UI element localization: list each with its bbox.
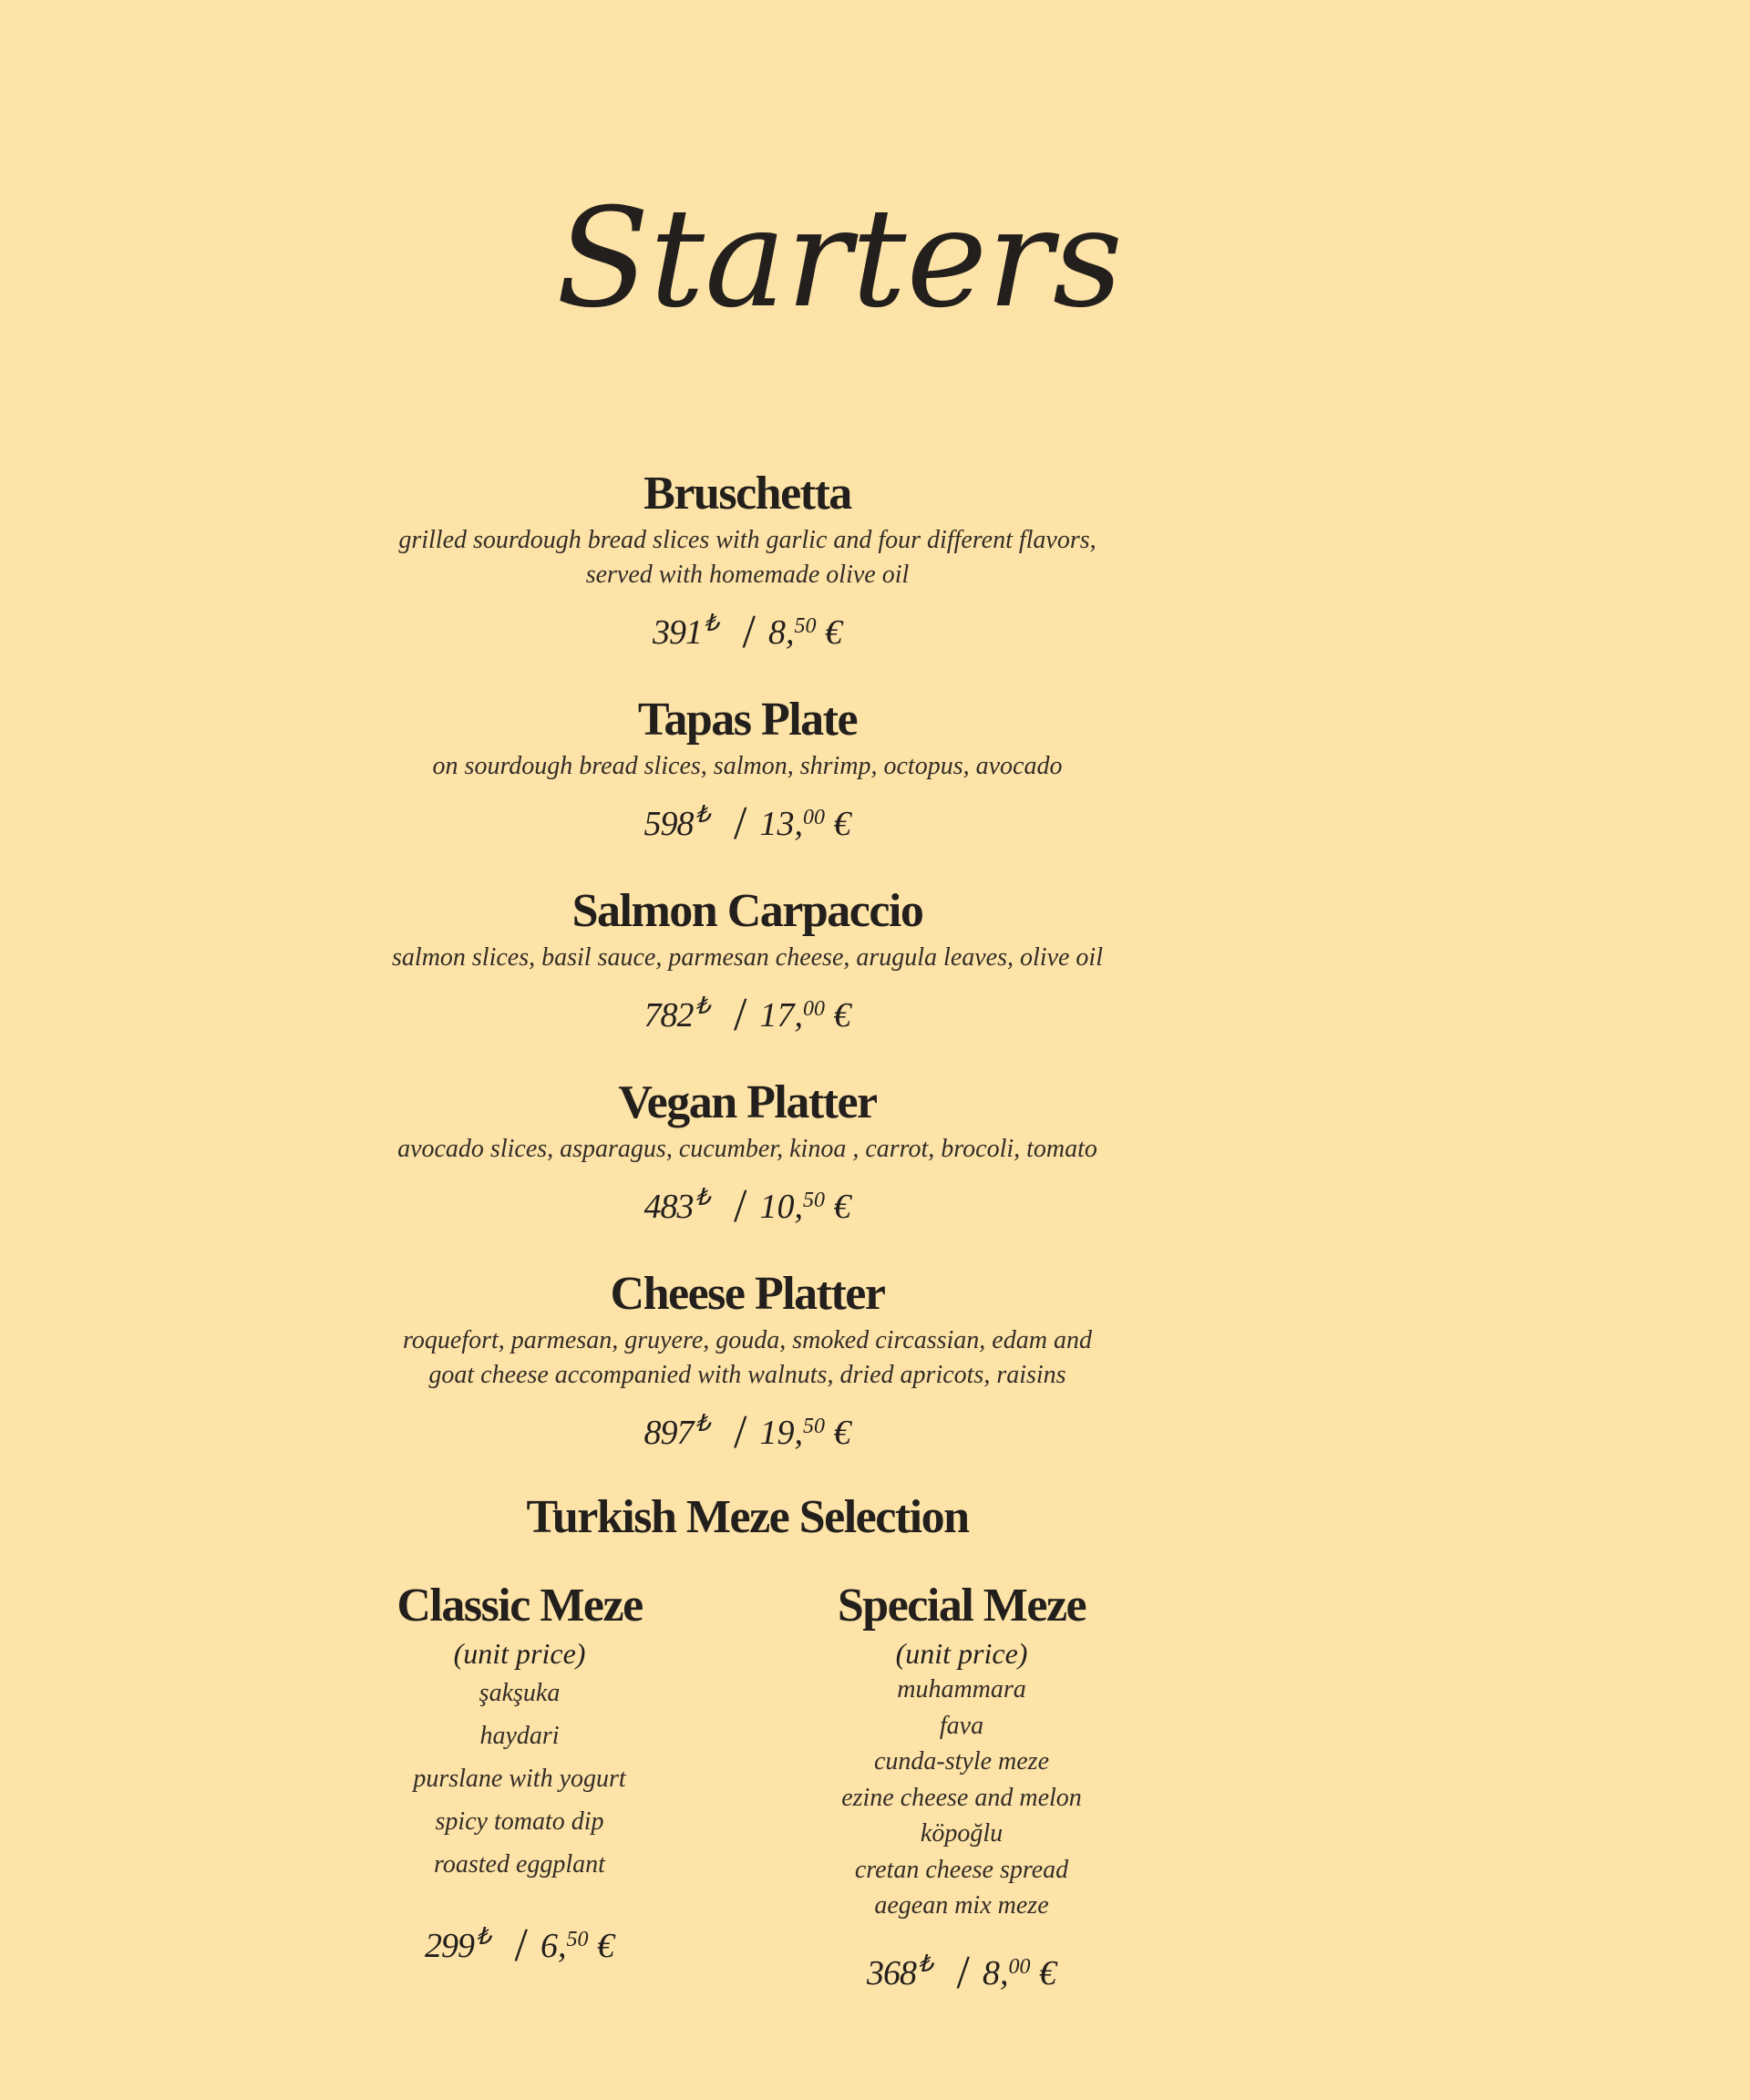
lira-symbol: ₺	[918, 1950, 933, 1977]
list-item: şakşuka	[479, 1679, 561, 1707]
list-item: ezine cheese and melon	[841, 1783, 1082, 1812]
list-item: haydari	[479, 1722, 560, 1750]
price-eur: 19,	[759, 1414, 803, 1452]
lira-symbol: ₺	[695, 1184, 711, 1210]
item-price	[310, 1172, 1185, 1232]
menu-item	[310, 691, 1185, 849]
price-try: 299	[425, 1927, 474, 1965]
starters-list	[310, 465, 1185, 1491]
item-name: Vegan Platter	[618, 1076, 877, 1128]
lira-symbol: ₺	[695, 1410, 711, 1436]
item-name: Tapas Plate	[637, 694, 858, 746]
price-try: 598	[643, 805, 694, 843]
special-meze-unit: (unit price)	[895, 1637, 1028, 1670]
lira-symbol: ₺	[695, 993, 711, 1019]
euro-symbol: €	[833, 996, 851, 1035]
price-eur: 13,	[759, 805, 803, 843]
menu-item	[310, 465, 1185, 658]
price-eur: 17,	[759, 996, 803, 1035]
price-separator: /	[734, 1180, 747, 1232]
item-price	[310, 598, 1185, 658]
price-try: 368	[867, 1953, 916, 1992]
menu-item	[310, 1074, 1185, 1232]
menu-title	[547, 180, 1123, 346]
item-description-line: on sourdough bread slices, salmon, shrimp, octopus, avocado	[432, 752, 1063, 780]
list-item: roasted eggplant	[434, 1850, 605, 1879]
price-separator: /	[956, 1946, 970, 1999]
price-eur-cents: 50	[794, 614, 817, 638]
classic-meze-unit: (unit price)	[453, 1637, 586, 1670]
price-eur-cents: 50	[803, 1415, 825, 1438]
special-meze-list	[743, 1672, 1180, 1924]
item-description	[310, 1132, 1185, 1167]
price-eur: 8,	[983, 1953, 1009, 1992]
item-description	[310, 1323, 1185, 1393]
lira-symbol: ₺	[704, 610, 719, 636]
price-separator: /	[742, 606, 756, 658]
lira-symbol: ₺	[476, 1923, 491, 1950]
item-description	[310, 941, 1185, 975]
menu-item	[310, 882, 1185, 1041]
special-meze-column	[743, 1577, 1180, 1999]
item-name: Bruschetta	[643, 468, 851, 520]
list-item: cunda-style meze	[873, 1747, 1050, 1776]
lira-symbol: ₺	[695, 801, 711, 828]
price-separator: /	[734, 798, 747, 849]
price-try: 483	[643, 1188, 694, 1226]
list-item: aegean mix meze	[874, 1891, 1049, 1920]
price-eur-cents: 00	[803, 997, 825, 1021]
price-eur: 10,	[759, 1188, 803, 1226]
price-eur-cents: 50	[803, 1189, 825, 1212]
meze-section-title: Turkish Meze Selection	[526, 1491, 969, 1543]
price-eur-cents: 50	[566, 1928, 589, 1951]
special-meze-name: Special Meze	[837, 1580, 1086, 1632]
item-price	[310, 981, 1185, 1041]
classic-meze-name: Classic Meze	[396, 1580, 643, 1632]
euro-symbol: €	[833, 805, 851, 843]
classic-meze-column	[301, 1577, 738, 1971]
list-item: purslane with yogurt	[413, 1765, 626, 1793]
item-description	[310, 749, 1185, 784]
item-description-line: served with homemade olive oil	[585, 561, 910, 589]
euro-symbol: €	[1039, 1953, 1056, 1992]
classic-meze-price	[301, 1911, 738, 1971]
price-separator: /	[514, 1920, 528, 1971]
menu-title-script	[547, 180, 1123, 346]
price-separator: /	[734, 989, 747, 1041]
price-eur: 6,	[540, 1927, 567, 1965]
menu-item	[310, 1265, 1185, 1458]
special-meze-price	[743, 1939, 1180, 1999]
list-item: cretan cheese spread	[854, 1855, 1069, 1884]
item-description-line: salmon slices, basil sauce, parmesan cheese, arugula leaves, olive oil	[392, 943, 1103, 972]
price-separator: /	[734, 1406, 747, 1458]
item-description-line: roquefort, parmesan, gruyere, gouda, smoked circassian, edam and	[403, 1326, 1092, 1354]
price-try: 897	[643, 1414, 694, 1452]
item-description-line: grilled sourdough bread slices with garlic and four different flavors,	[398, 526, 1096, 554]
classic-meze-list	[301, 1672, 738, 1886]
price-eur: 8,	[768, 613, 795, 652]
list-item: fava	[939, 1711, 984, 1740]
item-price	[310, 789, 1185, 849]
list-item: köpoğlu	[920, 1819, 1004, 1848]
price-eur-cents: 00	[803, 806, 825, 829]
euro-symbol: €	[825, 613, 842, 652]
list-item: spicy tomato dip	[435, 1807, 604, 1836]
euro-symbol: €	[597, 1927, 614, 1965]
menu-title-text: Starters	[556, 180, 1123, 338]
item-description-line: goat cheese accompanied with walnuts, dried apricots, raisins	[428, 1361, 1066, 1389]
price-try: 391	[653, 613, 702, 652]
item-description-line: avocado slices, asparagus, cucumber, kinoa , carrot, brocoli, tomato	[397, 1135, 1097, 1163]
euro-symbol: €	[833, 1188, 851, 1226]
item-name: Cheese Platter	[610, 1268, 885, 1320]
item-price	[310, 1398, 1185, 1458]
item-description	[310, 523, 1185, 592]
price-try: 782	[643, 996, 694, 1035]
item-name: Salmon Carpaccio	[571, 885, 923, 937]
list-item: muhammara	[897, 1675, 1026, 1704]
euro-symbol: €	[833, 1414, 851, 1452]
price-eur-cents: 00	[1008, 1954, 1031, 1979]
